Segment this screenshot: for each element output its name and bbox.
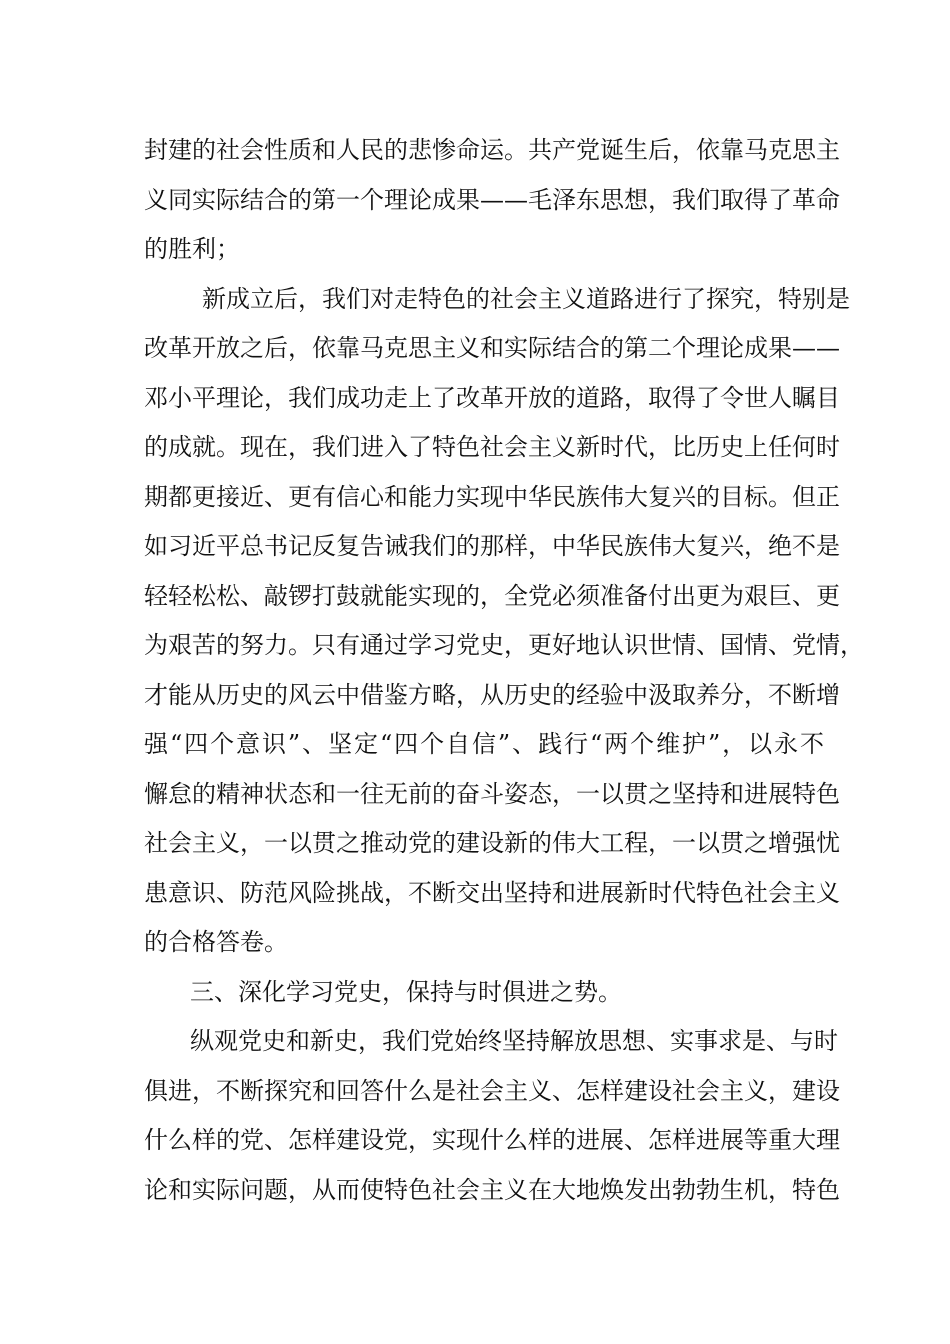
text-line: 义同实际结合的第一个理论成果——毛泽东思想，我们取得了革命 [144,185,840,214]
text-line: 邓小平理论，我们成功走上了改革开放的道路，取得了令世人瞩目 [144,383,840,412]
text-line: 的胜利； [144,235,240,263]
text-line: 封建的社会性质和人民的悲惨命运。共产党诞生后，依靠马克思主 [144,136,840,164]
text-line: 论和实际问题，从而使特色社会主义在大地焕发出勃勃生机，特色 [144,1175,840,1204]
text-line: 俱进，不断探究和回答什么是社会主义、怎样建设社会主义，建设 [144,1076,840,1105]
text-line: 社会主义，一以贯之推动党的建设新的伟大工程，一以贯之增强忧 [144,829,840,857]
paragraph-first-line: 新成立后，我们对走特色的社会主义道路进行了探究，特别是 [202,284,850,313]
body-text [144,126,864,1215]
section-heading: 三、深化学习党史，保持与时俱进之势。 [190,977,622,1006]
text-line: 改革开放之后，依靠马克思主义和实际结合的第二个理论成果—— [144,334,840,362]
text-line: 才能从历史的风云中借鉴方略，从历史的经验中汲取养分，不断增 [144,680,840,709]
text-line: 的合格答卷。 [144,928,288,956]
text-line: 强“四个意识”、坚定“四个自信”、践行“两个维护”，以永不 [144,730,824,758]
text-line: 期都更接近、更有信心和能力实现中华民族伟大复兴的目标。但正 [144,482,840,511]
paragraph-first-line: 纵观党史和新史，我们党始终坚持解放思想、实事求是、与时 [190,1027,838,1055]
text-line: 的成就。现在，我们进入了特色社会主义新时代，比历史上任何时 [144,433,840,461]
text-line: 为艰苦的努力。只有通过学习党史，更好地认识世情、国情、党情， [144,631,864,659]
text-line: 懈怠的精神状态和一往无前的奋斗姿态，一以贯之坚持和进展特色 [144,779,840,808]
text-line: 患意识、防范风险挑战，不断交出坚持和进展新时代特色社会主义 [144,878,840,907]
text-line: 轻轻松松、敲锣打鼓就能实现的，全党必须准备付出更为艰巨、更 [144,581,840,610]
text-line: 如习近平总书记反复告诫我们的那样，中华民族伟大复兴，绝不是 [144,532,840,560]
text-line: 什么样的党、怎样建设党，实现什么样的进展、怎样进展等重大理 [144,1126,840,1154]
